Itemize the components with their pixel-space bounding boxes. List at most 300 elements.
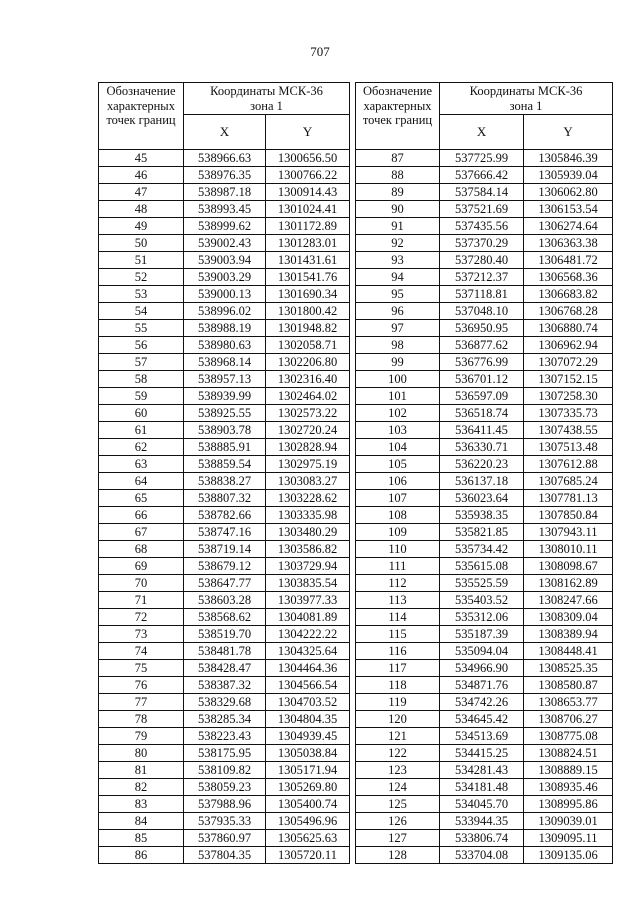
table-row (99, 847, 613, 864)
point-number-cell: 45 (99, 150, 184, 167)
y-coordinate-cell: 1303835.54 (266, 575, 350, 592)
y-coordinate-cell: 1306062.80 (524, 184, 613, 201)
y-coordinate-cell: 1301431.61 (266, 252, 350, 269)
x-coordinate-cell: 535938.35 (440, 507, 524, 524)
table-row (99, 456, 613, 473)
point-number-cell: 109 (356, 524, 440, 541)
y-coordinate-cell: 1307850.84 (524, 507, 613, 524)
table-row (99, 558, 613, 575)
point-number-cell: 127 (356, 830, 440, 847)
y-coordinate-cell: 1305038.84 (266, 745, 350, 762)
x-coordinate-cell: 536877.62 (440, 337, 524, 354)
table-row (99, 694, 613, 711)
point-number-cell: 105 (356, 456, 440, 473)
table-row (99, 745, 613, 762)
point-number-cell: 58 (99, 371, 184, 388)
y-coordinate-cell: 1308824.51 (524, 745, 613, 762)
x-coordinate-cell: 535734.42 (440, 541, 524, 558)
point-number-cell: 48 (99, 201, 184, 218)
point-number-cell: 100 (356, 371, 440, 388)
x-coordinate-cell: 537804.35 (184, 847, 266, 864)
y-coordinate-cell: 1305939.04 (524, 167, 613, 184)
table-row (99, 660, 613, 677)
y-coordinate-cell: 1303977.33 (266, 592, 350, 609)
coords-header-right (440, 83, 613, 115)
point-number-cell: 81 (99, 762, 184, 779)
x-coordinate-cell: 538988.19 (184, 320, 266, 337)
y-coordinate-cell: 1303480.29 (266, 524, 350, 541)
y-coordinate-cell: 1305171.94 (266, 762, 350, 779)
x-coordinate-cell: 538807.32 (184, 490, 266, 507)
table-row (99, 337, 613, 354)
x-coordinate-cell: 538903.78 (184, 422, 266, 439)
x-coordinate-cell: 537666.42 (440, 167, 524, 184)
x-coordinate-cell: 538175.95 (184, 745, 266, 762)
point-number-cell: 60 (99, 405, 184, 422)
table-row (99, 490, 613, 507)
x-coordinate-cell: 534045.70 (440, 796, 524, 813)
table-row (99, 405, 613, 422)
x-coordinate-cell: 537118.81 (440, 286, 524, 303)
point-number-cell: 54 (99, 303, 184, 320)
y-coordinate-cell: 1303228.62 (266, 490, 350, 507)
point-number-cell: 62 (99, 439, 184, 456)
table-row (99, 575, 613, 592)
x-coordinate-cell: 538966.63 (184, 150, 266, 167)
y-coordinate-cell: 1306880.74 (524, 320, 613, 337)
point-number-cell: 49 (99, 218, 184, 235)
x-coordinate-cell: 538719.14 (184, 541, 266, 558)
point-number-cell: 86 (99, 847, 184, 864)
point-number-cell: 63 (99, 456, 184, 473)
y-coordinate-cell: 1306568.36 (524, 269, 613, 286)
x-coordinate-cell: 536411.45 (440, 422, 524, 439)
x-coordinate-cell: 539002.43 (184, 235, 266, 252)
table-row (99, 201, 613, 218)
y-coordinate-cell: 1302206.80 (266, 354, 350, 371)
x-coordinate-cell: 534742.26 (440, 694, 524, 711)
point-number-cell: 120 (356, 711, 440, 728)
x-coordinate-cell: 536701.12 (440, 371, 524, 388)
point-number-cell: 110 (356, 541, 440, 558)
point-number-cell: 76 (99, 677, 184, 694)
y-coordinate-cell: 1308775.08 (524, 728, 613, 745)
page-number: 707 (310, 44, 330, 59)
y-header-left: Y (266, 115, 350, 150)
table-row (99, 626, 613, 643)
x-coordinate-cell: 538387.32 (184, 677, 266, 694)
table-row (99, 235, 613, 252)
y-coordinate-cell: 1305269.80 (266, 779, 350, 796)
y-coordinate-cell: 1304464.36 (266, 660, 350, 677)
y-coordinate-cell: 1308162.89 (524, 575, 613, 592)
y-coordinate-cell: 1307612.88 (524, 456, 613, 473)
x-coordinate-cell: 534513.69 (440, 728, 524, 745)
y-coordinate-cell: 1308309.04 (524, 609, 613, 626)
table-row (99, 541, 613, 558)
y-coordinate-cell: 1305496.96 (266, 813, 350, 830)
x-coordinate-cell: 535312.06 (440, 609, 524, 626)
point-number-cell: 111 (356, 558, 440, 575)
x-coordinate-cell: 538059.23 (184, 779, 266, 796)
y-coordinate-cell: 1304804.35 (266, 711, 350, 728)
y-header-right: Y (524, 115, 613, 150)
point-number-cell: 95 (356, 286, 440, 303)
x-coordinate-cell: 538999.62 (184, 218, 266, 235)
x-coordinate-cell: 535821.85 (440, 524, 524, 541)
point-number-cell: 94 (356, 269, 440, 286)
y-coordinate-cell: 1307513.48 (524, 439, 613, 456)
point-number-cell: 82 (99, 779, 184, 796)
x-coordinate-cell: 536597.09 (440, 388, 524, 405)
y-coordinate-cell: 1304566.54 (266, 677, 350, 694)
x-coordinate-cell: 535615.08 (440, 558, 524, 575)
point-number-cell: 122 (356, 745, 440, 762)
x-coordinate-cell: 534415.25 (440, 745, 524, 762)
x-coordinate-cell: 537935.33 (184, 813, 266, 830)
x-coordinate-cell: 537435.56 (440, 218, 524, 235)
table-row (99, 150, 613, 167)
x-coordinate-cell: 538223.43 (184, 728, 266, 745)
y-coordinate-cell: 1307943.11 (524, 524, 613, 541)
y-coordinate-cell: 1302464.02 (266, 388, 350, 405)
x-coordinate-cell: 538329.68 (184, 694, 266, 711)
table-row (99, 167, 613, 184)
table-row (99, 592, 613, 609)
point-number-cell: 72 (99, 609, 184, 626)
y-coordinate-cell: 1307152.15 (524, 371, 613, 388)
point-number-cell: 124 (356, 779, 440, 796)
x-coordinate-cell: 538993.45 (184, 201, 266, 218)
point-number-cell: 115 (356, 626, 440, 643)
x-coordinate-cell: 538519.70 (184, 626, 266, 643)
y-coordinate-cell: 1308448.41 (524, 643, 613, 660)
x-coordinate-cell: 533944.35 (440, 813, 524, 830)
table-row (99, 303, 613, 320)
x-coordinate-cell: 538285.34 (184, 711, 266, 728)
point-number-cell: 125 (356, 796, 440, 813)
x-coordinate-cell: 537212.37 (440, 269, 524, 286)
point-label-header-right: Обозначение характерных точек границ (356, 83, 440, 150)
point-number-cell: 75 (99, 660, 184, 677)
y-coordinate-cell: 1309039.01 (524, 813, 613, 830)
table-row (99, 524, 613, 541)
y-coordinate-cell: 1301172.89 (266, 218, 350, 235)
x-coordinate-cell: 538782.66 (184, 507, 266, 524)
coords-zone-label: зона 1 (509, 99, 543, 113)
y-coordinate-cell: 1303083.27 (266, 473, 350, 490)
point-number-cell: 113 (356, 592, 440, 609)
table-row (99, 813, 613, 830)
y-coordinate-cell: 1303335.98 (266, 507, 350, 524)
point-number-cell: 73 (99, 626, 184, 643)
y-coordinate-cell: 1302720.24 (266, 422, 350, 439)
coordinates-table (98, 82, 613, 864)
x-coordinate-cell: 538987.18 (184, 184, 266, 201)
x-coordinate-cell: 538859.54 (184, 456, 266, 473)
y-coordinate-cell: 1300766.22 (266, 167, 350, 184)
point-number-cell: 57 (99, 354, 184, 371)
y-coordinate-cell: 1301541.76 (266, 269, 350, 286)
table-row (99, 422, 613, 439)
y-coordinate-cell: 1306363.38 (524, 235, 613, 252)
point-number-cell: 114 (356, 609, 440, 626)
table-row (99, 830, 613, 847)
y-coordinate-cell: 1302573.22 (266, 405, 350, 422)
point-number-cell: 121 (356, 728, 440, 745)
x-coordinate-cell: 534966.90 (440, 660, 524, 677)
y-coordinate-cell: 1307781.13 (524, 490, 613, 507)
x-coordinate-cell: 536776.99 (440, 354, 524, 371)
table-row (99, 609, 613, 626)
table-row (99, 779, 613, 796)
x-coordinate-cell: 534645.42 (440, 711, 524, 728)
x-header-right: X (440, 115, 524, 150)
point-number-cell: 98 (356, 337, 440, 354)
y-coordinate-cell: 1304222.22 (266, 626, 350, 643)
point-number-cell: 51 (99, 252, 184, 269)
point-number-cell: 123 (356, 762, 440, 779)
y-coordinate-cell: 1308889.15 (524, 762, 613, 779)
x-coordinate-cell: 538925.55 (184, 405, 266, 422)
y-coordinate-cell: 1308995.86 (524, 796, 613, 813)
x-coordinate-cell: 533806.74 (440, 830, 524, 847)
y-coordinate-cell: 1308525.35 (524, 660, 613, 677)
x-coordinate-cell: 537370.29 (440, 235, 524, 252)
point-number-cell: 96 (356, 303, 440, 320)
y-coordinate-cell: 1305400.74 (266, 796, 350, 813)
x-coordinate-cell: 538980.63 (184, 337, 266, 354)
point-number-cell: 102 (356, 405, 440, 422)
x-coordinate-cell: 536950.95 (440, 320, 524, 337)
table-row (99, 643, 613, 660)
point-number-cell: 116 (356, 643, 440, 660)
point-number-cell: 47 (99, 184, 184, 201)
point-number-cell: 92 (356, 235, 440, 252)
y-coordinate-cell: 1309095.11 (524, 830, 613, 847)
y-coordinate-cell: 1306153.54 (524, 201, 613, 218)
point-number-cell: 70 (99, 575, 184, 592)
point-number-cell: 88 (356, 167, 440, 184)
y-coordinate-cell: 1303729.94 (266, 558, 350, 575)
x-coordinate-cell: 538679.12 (184, 558, 266, 575)
table-row (99, 252, 613, 269)
x-coordinate-cell: 536137.18 (440, 473, 524, 490)
y-coordinate-cell: 1308580.87 (524, 677, 613, 694)
point-number-cell: 53 (99, 286, 184, 303)
point-number-cell: 104 (356, 439, 440, 456)
x-coordinate-cell: 538957.13 (184, 371, 266, 388)
table-row (99, 439, 613, 456)
point-number-cell: 56 (99, 337, 184, 354)
y-coordinate-cell: 1305720.11 (266, 847, 350, 864)
y-coordinate-cell: 1302828.94 (266, 439, 350, 456)
x-coordinate-cell: 539000.13 (184, 286, 266, 303)
y-coordinate-cell: 1306768.28 (524, 303, 613, 320)
point-number-cell: 99 (356, 354, 440, 371)
x-coordinate-cell: 537521.69 (440, 201, 524, 218)
table-row (99, 728, 613, 745)
x-coordinate-cell: 536220.23 (440, 456, 524, 473)
y-coordinate-cell: 1303586.82 (266, 541, 350, 558)
point-number-cell: 128 (356, 847, 440, 864)
point-number-cell: 71 (99, 592, 184, 609)
y-coordinate-cell: 1304081.89 (266, 609, 350, 626)
y-coordinate-cell: 1302316.40 (266, 371, 350, 388)
x-coordinate-cell: 536330.71 (440, 439, 524, 456)
point-number-cell: 107 (356, 490, 440, 507)
point-number-cell: 83 (99, 796, 184, 813)
point-number-cell: 108 (356, 507, 440, 524)
point-number-cell: 93 (356, 252, 440, 269)
table-row (99, 388, 613, 405)
x-coordinate-cell: 537725.99 (440, 150, 524, 167)
point-number-cell: 50 (99, 235, 184, 252)
point-number-cell: 117 (356, 660, 440, 677)
point-label-header-left: Обозначение характерных точек границ (99, 83, 184, 150)
point-number-cell: 84 (99, 813, 184, 830)
coords-system-label: Координаты МСК-36 (469, 84, 583, 98)
y-coordinate-cell: 1301690.34 (266, 286, 350, 303)
x-coordinate-cell: 538568.62 (184, 609, 266, 626)
point-number-cell: 119 (356, 694, 440, 711)
y-coordinate-cell: 1309135.06 (524, 847, 613, 864)
y-coordinate-cell: 1308935.46 (524, 779, 613, 796)
x-coordinate-cell: 539003.94 (184, 252, 266, 269)
y-coordinate-cell: 1302058.71 (266, 337, 350, 354)
point-number-cell: 61 (99, 422, 184, 439)
x-coordinate-cell: 538109.82 (184, 762, 266, 779)
x-coordinate-cell: 536518.74 (440, 405, 524, 422)
y-coordinate-cell: 1304939.45 (266, 728, 350, 745)
y-coordinate-cell: 1307335.73 (524, 405, 613, 422)
point-number-cell: 89 (356, 184, 440, 201)
point-number-cell: 65 (99, 490, 184, 507)
table-row (99, 507, 613, 524)
point-number-cell: 80 (99, 745, 184, 762)
y-coordinate-cell: 1308010.11 (524, 541, 613, 558)
table-row (99, 354, 613, 371)
point-number-cell: 103 (356, 422, 440, 439)
y-coordinate-cell: 1307072.29 (524, 354, 613, 371)
x-coordinate-cell: 535094.04 (440, 643, 524, 660)
x-coordinate-cell: 535403.52 (440, 592, 524, 609)
x-coordinate-cell: 538939.99 (184, 388, 266, 405)
point-number-cell: 78 (99, 711, 184, 728)
x-coordinate-cell: 537584.14 (440, 184, 524, 201)
point-number-cell: 46 (99, 167, 184, 184)
x-coordinate-cell: 534281.43 (440, 762, 524, 779)
point-number-cell: 69 (99, 558, 184, 575)
table-body (99, 150, 613, 864)
x-coordinate-cell: 537280.40 (440, 252, 524, 269)
x-coordinate-cell: 537988.96 (184, 796, 266, 813)
table-row (99, 286, 613, 303)
y-coordinate-cell: 1306481.72 (524, 252, 613, 269)
x-coordinate-cell: 538428.47 (184, 660, 266, 677)
x-coordinate-cell: 538603.28 (184, 592, 266, 609)
point-number-cell: 64 (99, 473, 184, 490)
table-row (99, 320, 613, 337)
x-coordinate-cell: 535187.39 (440, 626, 524, 643)
point-number-cell: 90 (356, 201, 440, 218)
y-coordinate-cell: 1300656.50 (266, 150, 350, 167)
x-coordinate-cell: 537860.97 (184, 830, 266, 847)
y-coordinate-cell: 1302975.19 (266, 456, 350, 473)
point-number-cell: 91 (356, 218, 440, 235)
x-coordinate-cell: 535525.59 (440, 575, 524, 592)
point-number-cell: 66 (99, 507, 184, 524)
table-row (99, 796, 613, 813)
table-row (99, 371, 613, 388)
y-coordinate-cell: 1306683.82 (524, 286, 613, 303)
point-number-cell: 118 (356, 677, 440, 694)
table-row (99, 677, 613, 694)
point-number-cell: 52 (99, 269, 184, 286)
table-row (99, 762, 613, 779)
x-coordinate-cell: 538747.16 (184, 524, 266, 541)
x-coordinate-cell: 538976.35 (184, 167, 266, 184)
y-coordinate-cell: 1308706.27 (524, 711, 613, 728)
y-coordinate-cell: 1304703.52 (266, 694, 350, 711)
x-coordinate-cell: 538885.91 (184, 439, 266, 456)
y-coordinate-cell: 1306274.64 (524, 218, 613, 235)
y-coordinate-cell: 1307438.55 (524, 422, 613, 439)
coords-zone-label: зона 1 (250, 99, 283, 113)
point-number-cell: 126 (356, 813, 440, 830)
point-number-cell: 55 (99, 320, 184, 337)
point-number-cell: 79 (99, 728, 184, 745)
point-number-cell: 59 (99, 388, 184, 405)
point-number-cell: 85 (99, 830, 184, 847)
table-header-row (99, 83, 613, 115)
y-coordinate-cell: 1308098.67 (524, 558, 613, 575)
coords-header-left (184, 83, 350, 115)
point-number-cell: 87 (356, 150, 440, 167)
point-number-cell: 68 (99, 541, 184, 558)
coords-system-label: Координаты МСК-36 (210, 84, 323, 98)
y-coordinate-cell: 1301948.82 (266, 320, 350, 337)
y-coordinate-cell: 1308389.94 (524, 626, 613, 643)
y-coordinate-cell: 1301283.01 (266, 235, 350, 252)
y-coordinate-cell: 1300914.43 (266, 184, 350, 201)
x-coordinate-cell: 533704.08 (440, 847, 524, 864)
y-coordinate-cell: 1305625.63 (266, 830, 350, 847)
table-row (99, 711, 613, 728)
point-number-cell: 101 (356, 388, 440, 405)
x-coordinate-cell: 538996.02 (184, 303, 266, 320)
x-coordinate-cell: 536023.64 (440, 490, 524, 507)
y-coordinate-cell: 1308653.77 (524, 694, 613, 711)
y-coordinate-cell: 1305846.39 (524, 150, 613, 167)
x-coordinate-cell: 538481.78 (184, 643, 266, 660)
x-coordinate-cell: 538838.27 (184, 473, 266, 490)
x-coordinate-cell: 534181.48 (440, 779, 524, 796)
y-coordinate-cell: 1308247.66 (524, 592, 613, 609)
y-coordinate-cell: 1307685.24 (524, 473, 613, 490)
table-row (99, 218, 613, 235)
point-number-cell: 77 (99, 694, 184, 711)
point-number-cell: 67 (99, 524, 184, 541)
table-row (99, 269, 613, 286)
point-number-cell: 97 (356, 320, 440, 337)
table-row (99, 473, 613, 490)
point-number-cell: 74 (99, 643, 184, 660)
point-number-cell: 106 (356, 473, 440, 490)
x-coordinate-cell: 537048.10 (440, 303, 524, 320)
y-coordinate-cell: 1301800.42 (266, 303, 350, 320)
x-header-left: X (184, 115, 266, 150)
